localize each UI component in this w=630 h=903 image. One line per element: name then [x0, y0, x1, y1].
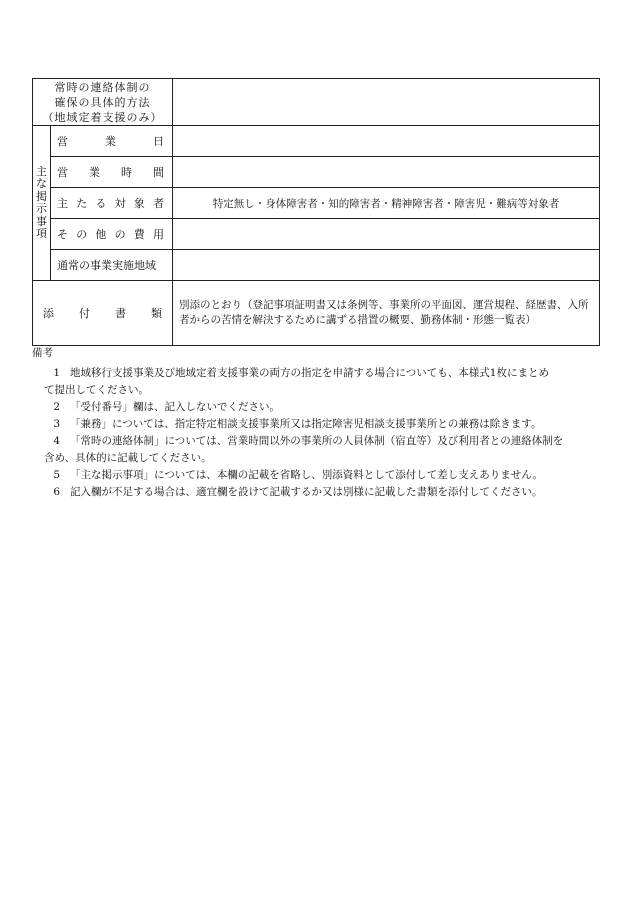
label-char: 営: [57, 135, 68, 148]
note-item: 5 「主な掲示事項」については、本欄の記載を省略し、別添資料として添付して差し支えありません。: [53, 469, 543, 481]
label-char: 他: [95, 228, 107, 241]
label-char: た: [76, 197, 88, 210]
business-days-label: [51, 126, 173, 157]
main-postings-side-label: 主 な 掲 示 事 項: [33, 126, 51, 281]
other-costs-row: [33, 219, 600, 250]
service-area-field[interactable]: [173, 250, 600, 281]
label-char: 業: [89, 166, 100, 179]
other-costs-field[interactable]: [173, 219, 600, 250]
other-costs-label: [51, 219, 173, 250]
application-form-table: [32, 78, 600, 346]
note-item: 6 記入欄が不足する場合は、適宜欄を設けて記載するか又は別様に記載した書類を添付してください。: [53, 486, 543, 498]
note-item: 4 「常時の連絡体制」については、営業時間以外の事業所の人員体制（宿直等）及び利用者との連絡体制を 含め、具体的に記載してください。: [44, 435, 564, 464]
label-char: 主: [57, 197, 68, 210]
label-char: る: [95, 197, 107, 210]
label-char: 時: [121, 166, 132, 179]
contact-system-label: 常時の連絡体制の 確保の具体的方法 （地域定着支援のみ）: [33, 79, 173, 126]
note-item: 2 「受付番号」欄は、記入しないでください。: [53, 401, 280, 413]
label-char: 付: [79, 307, 90, 320]
label-char: 日: [153, 135, 164, 148]
business-hours-label: [51, 157, 173, 188]
business-days-row: [33, 126, 600, 157]
notes-list: [32, 365, 604, 501]
label-char: そ: [57, 228, 68, 241]
label-char: 書: [115, 307, 126, 320]
attachments-field[interactable]: 別添のとおり（登記事項証明書又は条例等、事業所の平面図、運営規程、経歴書、入所者からの苦情を解決するために講ずる措置の概要、勤務体制・形態一覧表）: [173, 281, 600, 346]
label-char: 費: [133, 228, 145, 241]
target-users-label: [51, 188, 173, 219]
contact-system-row: [33, 79, 600, 126]
label-char: の: [114, 228, 126, 241]
label-char: 者: [152, 197, 164, 210]
spread-label: [57, 133, 166, 149]
label-char: 添: [43, 307, 54, 320]
label-char: 類: [151, 307, 162, 320]
service-area-row: [33, 250, 600, 281]
target-users-field[interactable]: 特定無し・身体障害者・知的障害者・精神障害者・障害児・難病等対象者: [173, 188, 600, 219]
notes-section: [32, 345, 604, 501]
business-days-field[interactable]: [173, 126, 600, 157]
notes-title: 備考: [32, 347, 53, 359]
service-area-label: 通常の事業実施地域: [51, 250, 173, 281]
target-users-row: [33, 188, 600, 219]
label-char: の: [76, 228, 88, 241]
note-item: 1 地域移行支援事業及び地域定着支援事業の両方の指定を申請する場合についても、本様式1枚にまとめ て提出してください。: [44, 367, 549, 396]
business-hours-row: [33, 157, 600, 188]
label-char: 用: [152, 228, 164, 241]
note-item: 3 「兼務」については、指定特定相談支援事業所又は指定障害児相談支援事業所との兼務は除きます。: [53, 418, 542, 430]
attachments-row: [33, 281, 600, 346]
label-char: 営: [57, 166, 68, 179]
label-char: 対: [114, 197, 126, 210]
attachments-label: [33, 281, 173, 346]
label-char: 間: [153, 166, 164, 179]
business-hours-field[interactable]: [173, 157, 600, 188]
label-char: 象: [133, 197, 145, 210]
contact-system-field[interactable]: [173, 79, 600, 126]
label-char: 業: [105, 135, 116, 148]
